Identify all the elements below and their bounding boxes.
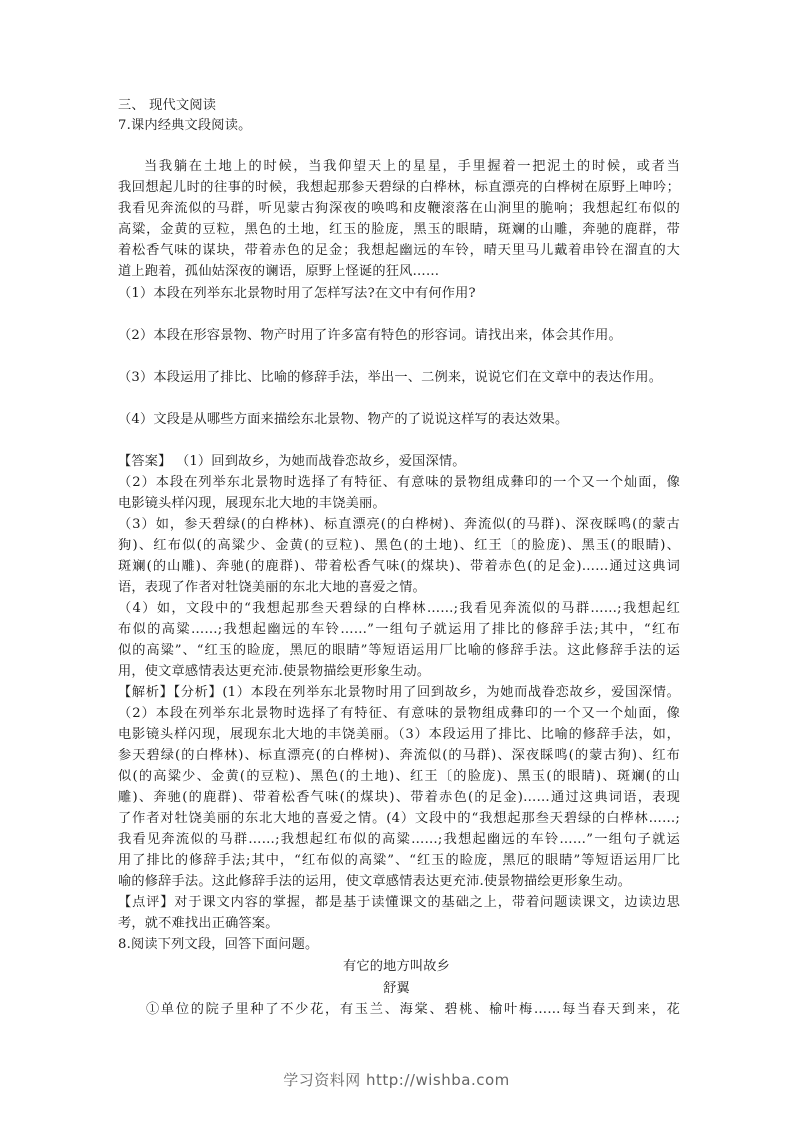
question-7-4: （4）文段是从哪些方面来描绘东北景物、物产的了说说这样写的表达效果。 xyxy=(118,412,569,427)
analysis-line: 用了排比的修辞手法;其中，“红布似的高粱”、“红玉的睑庞，黑厄的眼睛”等短语运用厂比 xyxy=(118,853,680,868)
comment-line: 【点评】对于课文内容的掌握，都是基于读懂课文的基础之上，带着问题读课文，边读边思 xyxy=(118,895,680,910)
analysis-line: 【解析】【分析】(1）本段在列举东北景物时用了回到故乡，为她而战眷恋故乡，爱国深情。 xyxy=(118,685,680,700)
footer-watermark: 学习资料网 http://wishba.com xyxy=(283,1071,510,1089)
analysis-line: （2）本段在列举东北景物时选择了有特征、有意味的景物组成彝印的一个又一个灿面，像 xyxy=(118,706,680,721)
answer-line: 电影镜头样闪现，展现东北大地的丰饶美丽。 xyxy=(118,496,386,511)
question-7-3: （3）本段运用了排比、比喻的修辞手法，举出一、二例来，说说它们在文章中的表达作用。 xyxy=(118,370,663,385)
analysis-line: 我看见奔流似的马群……;我想起红布似的高粱……;我想起幽远的车铃……”一组句子就运 xyxy=(118,832,680,847)
answer-line: 斑斓(的山雕)、奔驰(的鹿群)、带着松香气味(的煤块)、带着赤色(的足金)……通过这典词 xyxy=(118,559,680,574)
passage-line: 着松香气味的谋块，带着赤色的足金；我想起幽远的车铃，晴天里马儿戴着串铃在溜直的大 xyxy=(118,243,680,258)
question-7-1: （1）本段在列举东北景物时用了怎样写法?在文中有何作用? xyxy=(118,286,476,301)
article-first-line: ①单位的院子里种了不少花，有玉兰、海棠、碧桃、榆叶梅……每当春天到来，花 xyxy=(146,1002,680,1017)
analysis-line: 雕)、奔驰(的鹿群)、带着松香气味(的煤块)、带着赤色(的足金)……通过这典词语，表现 xyxy=(118,790,680,805)
passage-line: 当我躺在土地上的时候，当我仰望天上的星星，手里握着一把泥土的时候，或者当 xyxy=(144,159,680,174)
passage-line: 道上跑着，孤仙姑深夜的谰语，原野上怪诞的狂风…… xyxy=(118,264,440,279)
answer-line: 似的高粱”、“红玉的睑庞，黑厄的眼睛”等短语运用厂比喻的修辞手法。这此修辞手法的运 xyxy=(118,643,680,658)
question-7-2: （2）本段在形容景物、物产时用了许多富有特色的形容词。请找出来，体会其作用。 xyxy=(118,328,622,343)
answer-line: 语，表现了作者对牡饶美丽的东北大地的喜爱之情。 xyxy=(118,580,426,595)
answer-line: （4）如，文段中的“我想起那叁天碧绿的白桦林……;我看见奔流似的马群……;我想起红 xyxy=(118,601,680,616)
comment-line: 考，就不难找出正确答案。 xyxy=(118,916,279,931)
analysis-line: 似(的高粱少、金黄(的豆粒)、黑色(的土地)、红王〔的脸庞)、黑玉(的眼睛)、斑斓(的山 xyxy=(118,769,680,784)
article-author: 舒翼 xyxy=(383,981,410,996)
question-8-title: 8.阅读下列文段，回答下面问题。 xyxy=(118,937,319,952)
answer-line: （3）如，参天碧绿(的白桦林)、标直漂亮(的白桦树)、奔流似(的马群)、深夜睬鸣(的蒙古 xyxy=(118,517,680,532)
passage-line: 我回想起儿时的往事的时候，我想起那参天碧绿的白桦林，标直漂亮的白桦树在原野上呻吟； xyxy=(118,180,680,195)
article-title: 有它的地方叫故乡 xyxy=(342,959,451,974)
section-heading: 三、 现代文阅读 xyxy=(118,98,217,113)
passage-line: 我看见奔流似的马群，听见蒙古狗深夜的唤鸣和皮鞭滚落在山涧里的脆响；我想起红布似的 xyxy=(118,201,680,216)
answer-line: 用，使文章感情表达更充沛.使景物描绘更形象生动。 xyxy=(118,664,431,679)
question-7-title: 7.课内经典文段阅读。 xyxy=(118,118,252,133)
analysis-line: 电影镜头样闪现，展现东北大地的丰饶美丽。（3）本段运用了排比、比喻的修辞手法，如， xyxy=(118,727,680,742)
answer-line: （2）本段在列举东北景物时选择了有特征、有意味的景物组成彝印的一个又一个灿面，像 xyxy=(118,475,680,490)
passage-line: 高粱，金黄的豆粒，黑色的土地，红玉的脸庞，黑玉的眼睛，斑斓的山雕，奔驰的鹿群，带 xyxy=(118,222,680,237)
analysis-line: 参天碧绿(的白桦林)、标直漂亮(的白桦树)、奔流似(的马群)、深夜睬鸣(的蒙古狗)、红布 xyxy=(118,748,680,763)
answer-line: 【答案】 （1）回到故乡，为她而战眷恋故乡，爱国深情。 xyxy=(118,454,466,469)
answer-line: 狗)、红布似(的高粱少、金黄(的豆粒)、黑色(的土地)、红王〔的脸庞)、黑玉(的眼睛)、 xyxy=(118,538,680,553)
answer-line: 布似的高粱……;我想起幽远的车铃……”一组句子就运用了排比的修辞手法;其中，“红布 xyxy=(118,622,680,637)
analysis-line: 了作者对牡饶美丽的东北大地的喜爱之情。(4）文段中的“我想起那叁天碧绿的白桦林……; xyxy=(118,811,680,826)
analysis-line: 喻的修辞手法。这此修辞手法的运用，使文章感情表达更充沛.使景物描绘更形象生动。 xyxy=(118,874,632,889)
